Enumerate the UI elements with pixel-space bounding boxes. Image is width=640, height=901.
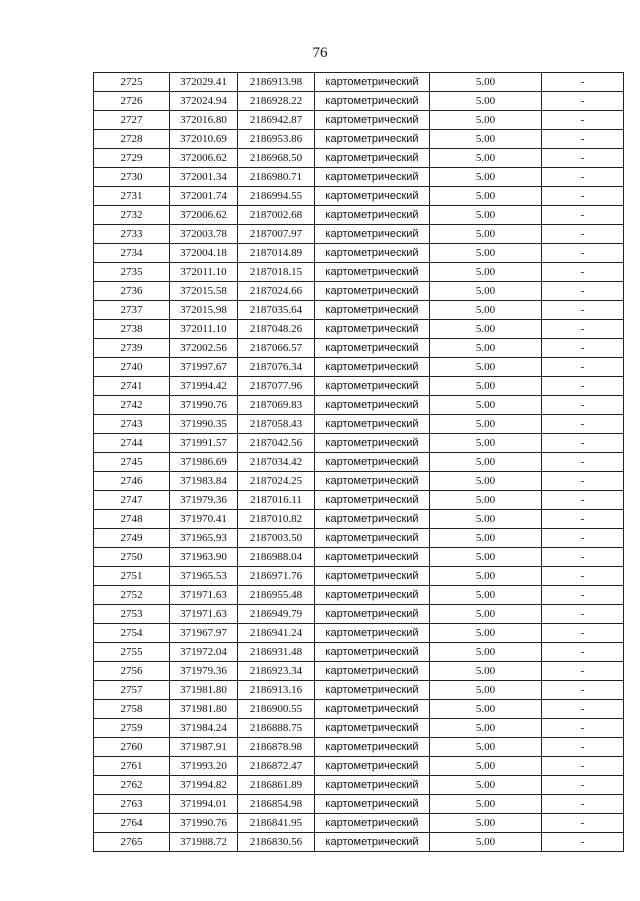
point-number-cell: 2743 [94,415,170,434]
point-number-cell: 2744 [94,434,170,453]
table-row [94,491,624,510]
description-cell: - [542,206,624,225]
table-row [94,92,624,111]
x-coordinate-cell: 371971.63 [170,586,238,605]
table-row [94,225,624,244]
x-coordinate-cell: 372002.56 [170,339,238,358]
table-body [94,73,624,852]
table-row [94,757,624,776]
accuracy-cell: 5.00 [430,206,542,225]
accuracy-cell: 5.00 [430,548,542,567]
accuracy-cell: 5.00 [430,415,542,434]
method-cell: картометрический [315,282,430,301]
method-cell: картометрический [315,529,430,548]
point-number-cell: 2732 [94,206,170,225]
table-row [94,339,624,358]
accuracy-cell: 5.00 [430,187,542,206]
table-row [94,377,624,396]
point-number-cell: 2745 [94,453,170,472]
y-coordinate-cell: 2187034.42 [238,453,315,472]
description-cell: - [542,377,624,396]
point-number-cell: 2742 [94,396,170,415]
description-cell: - [542,73,624,92]
description-cell: - [542,111,624,130]
y-coordinate-cell: 2186913.16 [238,681,315,700]
y-coordinate-cell: 2187016.11 [238,491,315,510]
x-coordinate-cell: 372006.62 [170,149,238,168]
y-coordinate-cell: 2187024.25 [238,472,315,491]
description-cell: - [542,130,624,149]
description-cell: - [542,396,624,415]
point-number-cell: 2750 [94,548,170,567]
method-cell: картометрический [315,757,430,776]
point-number-cell: 2748 [94,510,170,529]
table-row [94,624,624,643]
point-number-cell: 2737 [94,301,170,320]
method-cell: картометрический [315,453,430,472]
y-coordinate-cell: 2187058.43 [238,415,315,434]
x-coordinate-cell: 371981.80 [170,681,238,700]
y-coordinate-cell: 2187014.89 [238,244,315,263]
method-cell: картометрический [315,263,430,282]
method-cell: картометрический [315,206,430,225]
point-number-cell: 2752 [94,586,170,605]
table-row [94,833,624,852]
point-number-cell: 2754 [94,624,170,643]
accuracy-cell: 5.00 [430,700,542,719]
accuracy-cell: 5.00 [430,339,542,358]
y-coordinate-cell: 2186841.95 [238,814,315,833]
description-cell: - [542,225,624,244]
description-cell: - [542,491,624,510]
y-coordinate-cell: 2186955.48 [238,586,315,605]
y-coordinate-cell: 2187069.83 [238,396,315,415]
description-cell: - [542,358,624,377]
description-cell: - [542,624,624,643]
point-number-cell: 2727 [94,111,170,130]
y-coordinate-cell: 2186888.75 [238,719,315,738]
y-coordinate-cell: 2186942.87 [238,111,315,130]
method-cell: картометрический [315,833,430,852]
point-number-cell: 2738 [94,320,170,339]
table-row [94,548,624,567]
accuracy-cell: 5.00 [430,719,542,738]
accuracy-cell: 5.00 [430,377,542,396]
point-number-cell: 2762 [94,776,170,795]
y-coordinate-cell: 2186854.98 [238,795,315,814]
method-cell: картометрический [315,624,430,643]
x-coordinate-cell: 371991.57 [170,434,238,453]
page-number: 76 [312,45,328,61]
x-coordinate-cell: 371963.90 [170,548,238,567]
description-cell: - [542,434,624,453]
accuracy-cell: 5.00 [430,567,542,586]
description-cell: - [542,586,624,605]
description-cell: - [542,244,624,263]
point-number-cell: 2736 [94,282,170,301]
description-cell: - [542,662,624,681]
description-cell: - [542,681,624,700]
method-cell: картометрический [315,149,430,168]
method-cell: картометрический [315,510,430,529]
x-coordinate-cell: 372011.10 [170,320,238,339]
description-cell: - [542,529,624,548]
description-cell: - [542,187,624,206]
accuracy-cell: 5.00 [430,586,542,605]
y-coordinate-cell: 2186994.55 [238,187,315,206]
method-cell: картометрический [315,130,430,149]
method-cell: картометрический [315,301,430,320]
accuracy-cell: 5.00 [430,605,542,624]
method-cell: картометрический [315,719,430,738]
accuracy-cell: 5.00 [430,301,542,320]
point-number-cell: 2734 [94,244,170,263]
accuracy-cell: 5.00 [430,358,542,377]
table-row [94,529,624,548]
point-number-cell: 2753 [94,605,170,624]
point-number-cell: 2740 [94,358,170,377]
x-coordinate-cell: 372001.74 [170,187,238,206]
method-cell: картометрический [315,472,430,491]
description-cell: - [542,738,624,757]
x-coordinate-cell: 371971.63 [170,605,238,624]
description-cell: - [542,149,624,168]
table-row [94,776,624,795]
method-cell: картометрический [315,586,430,605]
method-cell: картометрический [315,776,430,795]
x-coordinate-cell: 371972.04 [170,643,238,662]
description-cell: - [542,339,624,358]
accuracy-cell: 5.00 [430,795,542,814]
y-coordinate-cell: 2186878.98 [238,738,315,757]
point-number-cell: 2756 [94,662,170,681]
accuracy-cell: 5.00 [430,92,542,111]
point-number-cell: 2763 [94,795,170,814]
y-coordinate-cell: 2186931.48 [238,643,315,662]
table-row [94,111,624,130]
accuracy-cell: 5.00 [430,814,542,833]
y-coordinate-cell: 2186971.76 [238,567,315,586]
y-coordinate-cell: 2187002.68 [238,206,315,225]
table-row [94,149,624,168]
table-row [94,396,624,415]
table-row [94,662,624,681]
method-cell: картометрический [315,548,430,567]
y-coordinate-cell: 2186941.24 [238,624,315,643]
accuracy-cell: 5.00 [430,434,542,453]
x-coordinate-cell: 371987.91 [170,738,238,757]
point-number-cell: 2751 [94,567,170,586]
y-coordinate-cell: 2186988.04 [238,548,315,567]
table-row [94,510,624,529]
point-number-cell: 2726 [94,92,170,111]
method-cell: картометрический [315,111,430,130]
point-number-cell: 2759 [94,719,170,738]
table-row [94,301,624,320]
description-cell: - [542,282,624,301]
table-row [94,263,624,282]
method-cell: картометрический [315,491,430,510]
x-coordinate-cell: 371986.69 [170,453,238,472]
accuracy-cell: 5.00 [430,833,542,852]
description-cell: - [542,814,624,833]
table-row [94,586,624,605]
x-coordinate-cell: 372024.94 [170,92,238,111]
description-cell: - [542,567,624,586]
table-row [94,434,624,453]
table-row [94,795,624,814]
table-row [94,472,624,491]
table-row [94,282,624,301]
x-coordinate-cell: 371990.35 [170,415,238,434]
table-row [94,358,624,377]
point-number-cell: 2735 [94,263,170,282]
accuracy-cell: 5.00 [430,130,542,149]
point-number-cell: 2764 [94,814,170,833]
point-number-cell: 2749 [94,529,170,548]
description-cell: - [542,719,624,738]
accuracy-cell: 5.00 [430,643,542,662]
method-cell: картометрический [315,92,430,111]
table-row [94,206,624,225]
point-number-cell: 2765 [94,833,170,852]
point-number-cell: 2760 [94,738,170,757]
description-cell: - [542,453,624,472]
method-cell: картометрический [315,396,430,415]
x-coordinate-cell: 371994.82 [170,776,238,795]
coordinates-table [93,72,624,852]
description-cell: - [542,168,624,187]
method-cell: картометрический [315,605,430,624]
accuracy-cell: 5.00 [430,510,542,529]
description-cell: - [542,833,624,852]
point-number-cell: 2747 [94,491,170,510]
description-cell: - [542,92,624,111]
y-coordinate-cell: 2187018.15 [238,263,315,282]
x-coordinate-cell: 371983.84 [170,472,238,491]
method-cell: картометрический [315,795,430,814]
accuracy-cell: 5.00 [430,529,542,548]
y-coordinate-cell: 2186949.79 [238,605,315,624]
accuracy-cell: 5.00 [430,472,542,491]
x-coordinate-cell: 371970.41 [170,510,238,529]
point-number-cell: 2730 [94,168,170,187]
method-cell: картометрический [315,168,430,187]
x-coordinate-cell: 371988.72 [170,833,238,852]
accuracy-cell: 5.00 [430,738,542,757]
y-coordinate-cell: 2186968.50 [238,149,315,168]
accuracy-cell: 5.00 [430,776,542,795]
table-row [94,320,624,339]
accuracy-cell: 5.00 [430,662,542,681]
x-coordinate-cell: 372004.18 [170,244,238,263]
y-coordinate-cell: 2187003.50 [238,529,315,548]
accuracy-cell: 5.00 [430,320,542,339]
table-row [94,738,624,757]
method-cell: картометрический [315,814,430,833]
accuracy-cell: 5.00 [430,681,542,700]
x-coordinate-cell: 372003.78 [170,225,238,244]
accuracy-cell: 5.00 [430,73,542,92]
y-coordinate-cell: 2187024.66 [238,282,315,301]
x-coordinate-cell: 371979.36 [170,491,238,510]
description-cell: - [542,643,624,662]
y-coordinate-cell: 2187077.96 [238,377,315,396]
x-coordinate-cell: 371994.01 [170,795,238,814]
point-number-cell: 2733 [94,225,170,244]
y-coordinate-cell: 2186928.22 [238,92,315,111]
point-number-cell: 2761 [94,757,170,776]
description-cell: - [542,510,624,529]
y-coordinate-cell: 2186900.55 [238,700,315,719]
y-coordinate-cell: 2186830.56 [238,833,315,852]
point-number-cell: 2757 [94,681,170,700]
y-coordinate-cell: 2187042.56 [238,434,315,453]
y-coordinate-cell: 2186923.34 [238,662,315,681]
description-cell: - [542,301,624,320]
x-coordinate-cell: 372015.58 [170,282,238,301]
table-row [94,73,624,92]
method-cell: картометрический [315,320,430,339]
table-row [94,814,624,833]
method-cell: картометрический [315,415,430,434]
description-cell: - [542,548,624,567]
point-number-cell: 2758 [94,700,170,719]
accuracy-cell: 5.00 [430,111,542,130]
description-cell: - [542,700,624,719]
method-cell: картометрический [315,187,430,206]
accuracy-cell: 5.00 [430,491,542,510]
point-number-cell: 2728 [94,130,170,149]
x-coordinate-cell: 371993.20 [170,757,238,776]
description-cell: - [542,795,624,814]
accuracy-cell: 5.00 [430,168,542,187]
y-coordinate-cell: 2186872.47 [238,757,315,776]
x-coordinate-cell: 372010.69 [170,130,238,149]
x-coordinate-cell: 372015.98 [170,301,238,320]
y-coordinate-cell: 2186980.71 [238,168,315,187]
x-coordinate-cell: 372029.41 [170,73,238,92]
description-cell: - [542,320,624,339]
y-coordinate-cell: 2187007.97 [238,225,315,244]
table-row [94,187,624,206]
x-coordinate-cell: 372011.10 [170,263,238,282]
accuracy-cell: 5.00 [430,244,542,263]
table-row [94,605,624,624]
table-row [94,130,624,149]
point-number-cell: 2739 [94,339,170,358]
point-number-cell: 2725 [94,73,170,92]
accuracy-cell: 5.00 [430,282,542,301]
accuracy-cell: 5.00 [430,453,542,472]
method-cell: картометрический [315,339,430,358]
description-cell: - [542,605,624,624]
table-row [94,719,624,738]
y-coordinate-cell: 2187010.82 [238,510,315,529]
description-cell: - [542,472,624,491]
method-cell: картометрический [315,434,430,453]
point-number-cell: 2729 [94,149,170,168]
x-coordinate-cell: 371979.36 [170,662,238,681]
method-cell: картометрический [315,662,430,681]
accuracy-cell: 5.00 [430,757,542,776]
x-coordinate-cell: 372001.34 [170,168,238,187]
method-cell: картометрический [315,73,430,92]
accuracy-cell: 5.00 [430,263,542,282]
y-coordinate-cell: 2187035.64 [238,301,315,320]
method-cell: картометрический [315,358,430,377]
point-number-cell: 2741 [94,377,170,396]
x-coordinate-cell: 372006.62 [170,206,238,225]
table-row [94,643,624,662]
x-coordinate-cell: 371990.76 [170,396,238,415]
method-cell: картометрический [315,377,430,396]
description-cell: - [542,263,624,282]
method-cell: картометрический [315,700,430,719]
table-row [94,681,624,700]
description-cell: - [542,776,624,795]
table-row [94,168,624,187]
method-cell: картометрический [315,738,430,757]
y-coordinate-cell: 2187048.26 [238,320,315,339]
table-row [94,453,624,472]
y-coordinate-cell: 2186913.98 [238,73,315,92]
x-coordinate-cell: 371990.76 [170,814,238,833]
y-coordinate-cell: 2187076.34 [238,358,315,377]
accuracy-cell: 5.00 [430,624,542,643]
table-row [94,567,624,586]
accuracy-cell: 5.00 [430,225,542,244]
x-coordinate-cell: 371997.67 [170,358,238,377]
method-cell: картометрический [315,681,430,700]
description-cell: - [542,415,624,434]
y-coordinate-cell: 2187066.57 [238,339,315,358]
x-coordinate-cell: 371984.24 [170,719,238,738]
point-number-cell: 2746 [94,472,170,491]
x-coordinate-cell: 371967.97 [170,624,238,643]
x-coordinate-cell: 371994.42 [170,377,238,396]
method-cell: картометрический [315,225,430,244]
x-coordinate-cell: 371965.53 [170,567,238,586]
point-number-cell: 2755 [94,643,170,662]
point-number-cell: 2731 [94,187,170,206]
table-row [94,415,624,434]
description-cell: - [542,757,624,776]
x-coordinate-cell: 372016.80 [170,111,238,130]
y-coordinate-cell: 2186953.86 [238,130,315,149]
accuracy-cell: 5.00 [430,396,542,415]
table-row [94,244,624,263]
x-coordinate-cell: 371981.80 [170,700,238,719]
y-coordinate-cell: 2186861.89 [238,776,315,795]
method-cell: картометрический [315,567,430,586]
method-cell: картометрический [315,643,430,662]
method-cell: картометрический [315,244,430,263]
x-coordinate-cell: 371965.93 [170,529,238,548]
accuracy-cell: 5.00 [430,149,542,168]
table-row [94,700,624,719]
